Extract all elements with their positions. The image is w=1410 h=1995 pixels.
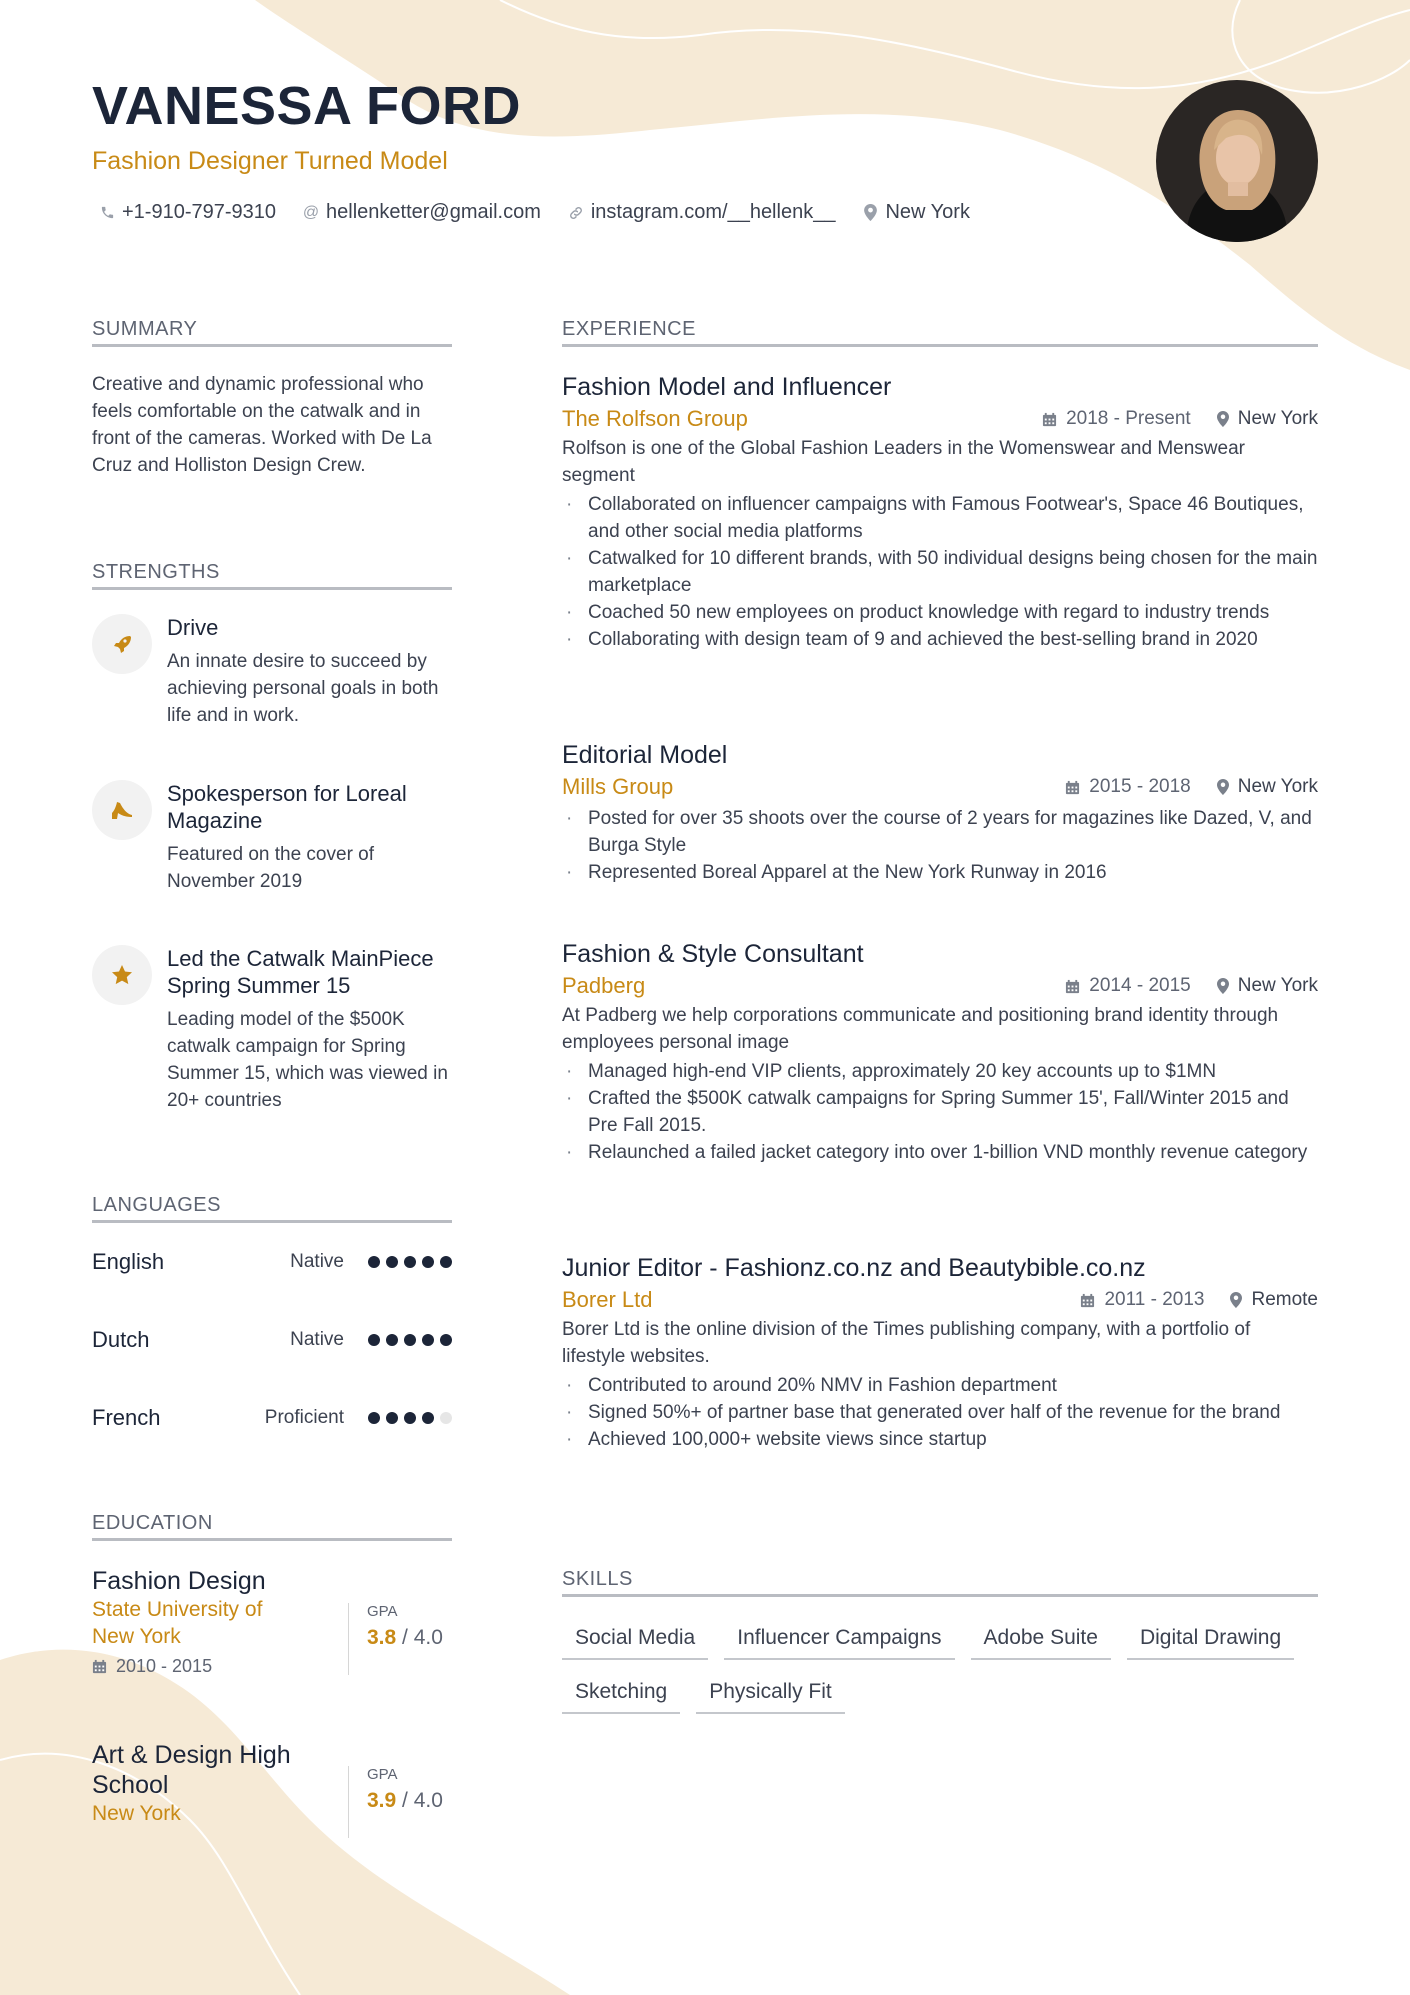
contact-email[interactable] <box>302 201 541 224</box>
rating-dot-filled <box>422 1256 434 1268</box>
strengths-heading: STRENGTHS <box>92 560 452 590</box>
strength-description: An innate desire to succeed by achieving personal goals in both life and in work. <box>167 651 439 726</box>
job-bullet: · Crafted the $500K catwalk campaigns for Spring Summer 15', Fall/Winter 2015 and Pre Fall 2015. <box>562 1085 1318 1139</box>
job-entry <box>562 739 1318 886</box>
rating-dot-filled <box>368 1256 380 1268</box>
language-rating <box>362 1412 452 1424</box>
location-icon <box>1217 779 1229 795</box>
calendar-icon <box>92 1659 107 1674</box>
job-dates <box>1080 1289 1204 1311</box>
job-bullet: · Signed 50%+ of partner base that generated over half of the revenue for the brand <box>562 1399 1318 1426</box>
strength-description: Featured on the cover of November 2019 <box>167 844 375 892</box>
job-description: Borer Ltd is the online division of the Times publishing company, with a portfolio of lifestyle websites. <box>562 1319 1251 1367</box>
rating-dot-filled <box>422 1334 434 1346</box>
skills-heading: SKILLS <box>562 1567 1318 1597</box>
job-bullets <box>562 805 1318 886</box>
job-location-text: New York <box>1237 975 1318 996</box>
location-icon <box>1217 978 1229 994</box>
job-dates <box>1065 975 1190 997</box>
contact-phone-text: +1-910-797-9310 <box>122 201 277 223</box>
location-icon <box>1230 1292 1242 1308</box>
rating-dot-filled <box>422 1412 434 1424</box>
job-meta <box>562 771 1318 803</box>
language-level: Proficient <box>264 1407 344 1428</box>
gpa-box <box>348 1603 443 1675</box>
profile-photo <box>1156 80 1318 242</box>
contact-link[interactable] <box>567 201 836 224</box>
contact-location-text: New York <box>885 201 970 223</box>
language-row <box>92 1325 452 1355</box>
gpa-value <box>367 1626 443 1650</box>
job-title: Editorial Model <box>562 741 728 769</box>
rating-dot-filled <box>386 1334 398 1346</box>
job-location-text: New York <box>1237 776 1318 797</box>
link-icon <box>567 205 585 221</box>
job-bullets <box>562 491 1318 653</box>
rating-dot-filled <box>404 1334 416 1346</box>
job-dates-text: 2011 - 2013 <box>1104 1289 1205 1310</box>
languages-heading: LANGUAGES <box>92 1193 452 1223</box>
contact-phone[interactable] <box>98 201 276 224</box>
rating-dot-empty <box>440 1412 452 1424</box>
gpa-value <box>367 1789 443 1813</box>
skill-tag: Influencer Campaigns <box>724 1620 954 1660</box>
language-name: English <box>92 1249 165 1274</box>
contact-link-text: instagram.com/__hellenk__ <box>590 201 836 223</box>
education-date-text: 2010 - 2015 <box>116 1656 213 1676</box>
job-location <box>1217 776 1318 798</box>
at-icon: @ <box>302 203 320 221</box>
job-title: Fashion & Style Consultant <box>562 940 864 968</box>
education-heading: EDUCATION <box>92 1511 452 1541</box>
calendar-icon <box>1065 780 1080 795</box>
education-item <box>92 1566 452 1677</box>
strength-title: Drive <box>167 615 219 640</box>
strength-item <box>92 945 452 1115</box>
calendar-icon <box>1080 1293 1095 1308</box>
education-school: State University of New York <box>92 1598 263 1648</box>
language-name: French <box>92 1405 161 1430</box>
strength-item <box>92 780 452 900</box>
education-degree: Fashion Design <box>92 1567 266 1595</box>
strength-title: Spokesperson for Loreal Magazine <box>167 781 407 833</box>
job-bullets <box>562 1058 1318 1166</box>
job-title: Junior Editor - Fashionz.co.nz and Beautybible.co.nz <box>562 1254 1146 1282</box>
language-row <box>92 1403 452 1433</box>
contact-location <box>861 201 970 224</box>
high-heel-icon <box>92 780 152 840</box>
gpa-box <box>348 1766 443 1838</box>
gpa-score: 3.9 <box>367 1789 397 1812</box>
language-level: Native <box>290 1251 344 1272</box>
experience-heading: EXPERIENCE <box>562 317 1318 347</box>
job-bullet: · Posted for over 35 shoots over the course of 2 years for magazines like Dazed, V, and Burga Style <box>562 805 1318 859</box>
job-company: Borer Ltd <box>562 1287 653 1312</box>
gpa-max: / 4.0 <box>396 1626 443 1649</box>
rating-dot-filled <box>386 1256 398 1268</box>
skill-tag: Adobe Suite <box>971 1620 1111 1660</box>
calendar-icon <box>1065 979 1080 994</box>
job-description: At Padberg we help corporations communicate and positioning brand identity through employees personal image <box>562 1005 1279 1053</box>
language-rating <box>362 1256 452 1268</box>
job-entry <box>562 938 1318 1166</box>
job-bullet: · Contributed to around 20% NMV in Fashion department <box>562 1372 1318 1399</box>
gpa-label: GPA <box>367 1603 398 1620</box>
contact-bar <box>98 201 996 224</box>
job-title: Fashion Model and Influencer <box>562 373 892 401</box>
summary-heading: SUMMARY <box>92 317 452 347</box>
job-meta <box>562 403 1318 435</box>
calendar-icon <box>1042 412 1057 427</box>
job-dates-text: 2018 - Present <box>1066 408 1191 429</box>
candidate-name: VANESSA FORD <box>92 76 522 136</box>
language-name: Dutch <box>92 1327 150 1352</box>
education-item <box>92 1740 452 1827</box>
rating-dot-filled <box>404 1412 416 1424</box>
job-entry <box>562 371 1318 653</box>
contact-email-text: hellenketter@gmail.com <box>326 201 541 223</box>
location-icon <box>1217 411 1229 427</box>
job-dates-text: 2015 - 2018 <box>1089 776 1191 797</box>
rating-dot-filled <box>440 1256 452 1268</box>
job-dates <box>1042 408 1191 430</box>
job-bullet: · Collaborated on influencer campaigns with Famous Footwear's, Space 46 Boutiques, and other social media platforms <box>562 491 1318 545</box>
summary-text: Creative and dynamic professional who feels comfortable on the catwalk and in front of the cameras. Worked with De La Cruz and Holliston Design Crew. <box>92 374 432 476</box>
rating-dot-filled <box>368 1412 380 1424</box>
skill-tag: Digital Drawing <box>1127 1620 1294 1660</box>
rating-dot-filled <box>386 1412 398 1424</box>
education-school: New York <box>92 1802 181 1825</box>
job-location <box>1217 408 1318 430</box>
phone-icon <box>98 205 116 220</box>
strength-item <box>92 614 452 744</box>
job-entry <box>562 1252 1318 1453</box>
language-level: Native <box>290 1329 344 1350</box>
language-rating <box>362 1334 452 1346</box>
job-location-text: Remote <box>1251 1289 1318 1310</box>
skill-tag: Sketching <box>562 1674 680 1714</box>
gpa-score: 3.8 <box>367 1626 397 1649</box>
job-company: Padberg <box>562 973 646 998</box>
job-meta <box>562 1284 1318 1316</box>
job-bullet: · Achieved 100,000+ website views since startup <box>562 1426 1318 1453</box>
job-meta <box>562 970 1318 1002</box>
star-icon <box>92 945 152 1005</box>
strength-description: Leading model of the $500K catwalk campaign for Spring Summer 15, which was viewed in 20+ countries <box>167 1009 448 1111</box>
location-icon <box>861 204 879 221</box>
job-location <box>1217 975 1318 997</box>
rating-dot-filled <box>440 1334 452 1346</box>
job-bullet: · Represented Boreal Apparel at the New York Runway in 2016 <box>562 859 1318 886</box>
job-company: The Rolfson Group <box>562 406 748 431</box>
job-bullet: · Coached 50 new employees on product knowledge with regard to industry trends <box>562 599 1318 626</box>
gpa-label: GPA <box>367 1766 398 1783</box>
rating-dot-filled <box>404 1256 416 1268</box>
rating-dot-filled <box>368 1334 380 1346</box>
job-location <box>1230 1289 1318 1311</box>
education-degree: Art & Design High School <box>92 1741 291 1799</box>
candidate-title: Fashion Designer Turned Model <box>92 147 448 175</box>
job-dates <box>1065 776 1190 798</box>
skills-list <box>562 1620 1322 1728</box>
job-bullet: · Catwalked for 10 different brands, with 50 individual designs being chosen for the main marketplace <box>562 545 1318 599</box>
job-company: Mills Group <box>562 774 674 799</box>
job-bullet: · Relaunched a failed jacket category into over 1-billion VND monthly revenue category <box>562 1139 1318 1166</box>
skill-tag: Physically Fit <box>696 1674 845 1714</box>
language-row <box>92 1247 452 1277</box>
gpa-max: / 4.0 <box>396 1789 443 1812</box>
job-bullet: · Managed high-end VIP clients, approximately 20 key accounts up to $1MN <box>562 1058 1318 1085</box>
strength-title: Led the Catwalk MainPiece Spring Summer 15 <box>167 946 434 998</box>
job-bullets <box>562 1372 1318 1453</box>
job-description: Rolfson is one of the Global Fashion Leaders in the Womenswear and Menswear segment <box>562 438 1245 486</box>
job-bullet: · Collaborating with design team of 9 and achieved the best-selling brand in 2020 <box>562 626 1318 653</box>
rocket-icon <box>92 614 152 674</box>
skill-tag: Social Media <box>562 1620 708 1660</box>
job-location-text: New York <box>1237 408 1318 429</box>
job-dates-text: 2014 - 2015 <box>1089 975 1191 996</box>
